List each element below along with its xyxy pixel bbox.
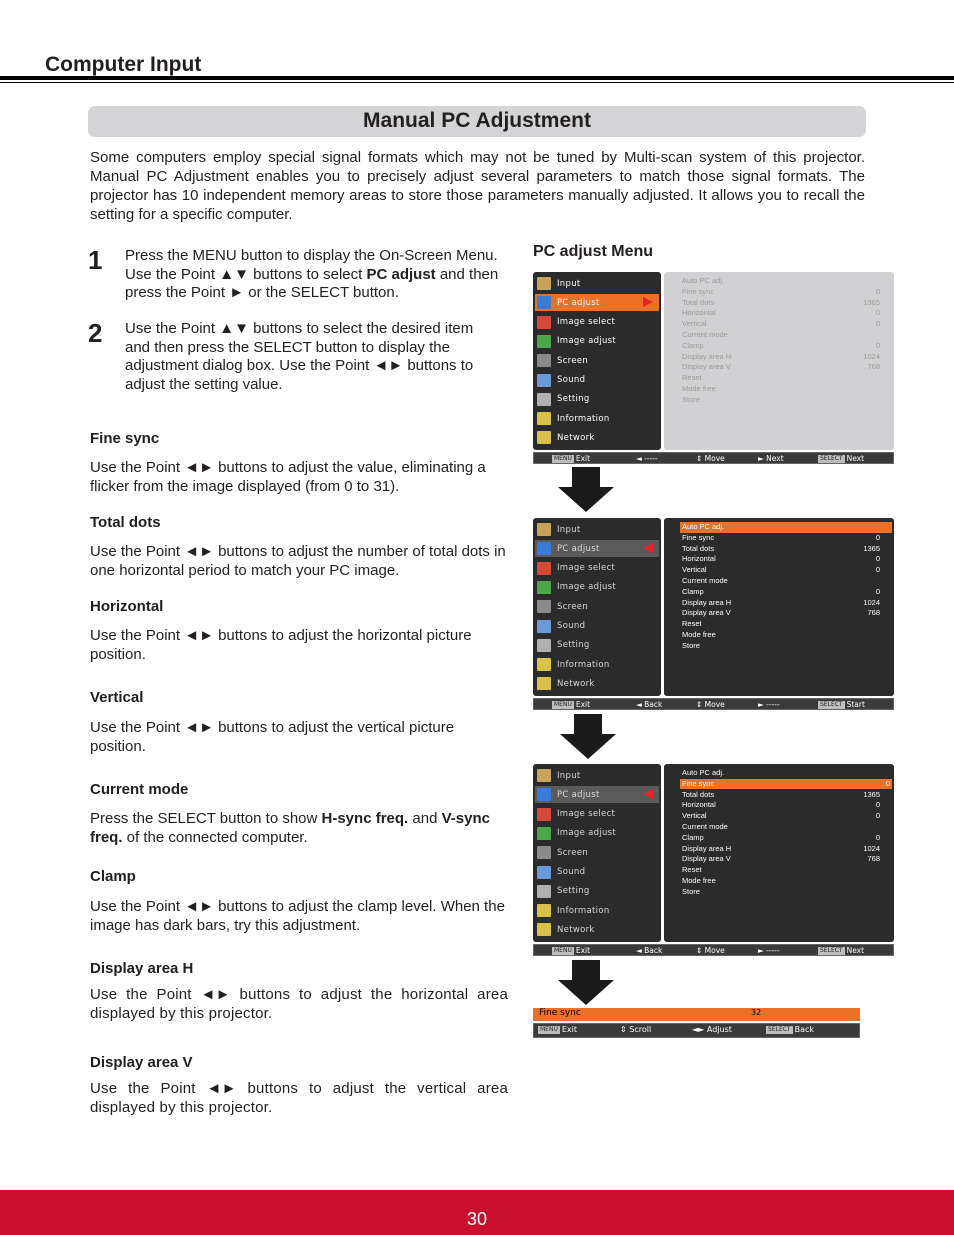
osd-menu-item-input[interactable] [535, 275, 659, 292]
osd-row[interactable]: Vertical 0 [682, 811, 880, 821]
osd-menu-item-network[interactable] [535, 429, 659, 446]
status-start: SELECT Start [820, 700, 865, 709]
current-mode-text: Press the SELECT button to show H-sync freq. and V-sync freq. of the connected computer. [90, 810, 490, 846]
osd-menu-item-label: Network [557, 678, 595, 689]
osd-menu-item-pc-adjust[interactable] [535, 786, 659, 803]
status-move: ⇕ Move [696, 700, 725, 709]
status-next: ► Next [758, 454, 784, 463]
osd-row[interactable]: Display area V 768 [682, 854, 880, 864]
osd-menu-item-information[interactable] [535, 410, 659, 427]
display-area-v-heading: Display area V [90, 1054, 193, 1071]
step-1-number: 1 [88, 245, 103, 275]
osd-menu-item-image-select[interactable] [535, 314, 659, 331]
header-rule [0, 76, 954, 80]
information-icon [537, 658, 551, 671]
osd-menu-item-sound[interactable] [535, 864, 659, 881]
osd-menu-item-label: PC adjust [557, 789, 600, 800]
osd-row[interactable]: Display area H 1024 [682, 597, 880, 607]
osd-row[interactable]: Total dots 1365 [682, 789, 880, 799]
osd-menu-item-setting[interactable] [535, 637, 659, 654]
sound-icon [537, 866, 551, 879]
osd-status-bar [533, 698, 894, 710]
network-icon [537, 431, 551, 444]
status-back: ◄ Back [636, 700, 663, 709]
osd-menu-item-label: Screen [557, 355, 589, 366]
input-icon [537, 769, 551, 782]
sound-icon [537, 620, 551, 633]
information-icon [537, 412, 551, 425]
step-1-text: Press the MENU button to display the On-Screen Menu. Use the Point ▲▼ buttons to select PC adjust and then press the Point ► or the SELECT button. [125, 247, 499, 301]
osd-submenu [664, 272, 894, 450]
status-exit: MENU Exit [554, 454, 591, 463]
osd-row[interactable]: Vertical 0 [682, 565, 880, 575]
image-select-icon [537, 562, 551, 575]
osd-menu-item-setting[interactable] [535, 391, 659, 408]
osd-menu-item-label: Sound [557, 375, 586, 385]
osd-menu-item-label: Network [557, 924, 595, 935]
network-icon [537, 677, 551, 690]
status-move: ⇕ Move [696, 454, 725, 463]
osd-row[interactable]: Auto PC adj. [682, 276, 725, 285]
osd-menu-item-label: Image select [557, 317, 616, 328]
osd-row[interactable]: Display area H 1024 [682, 843, 880, 853]
osd-menu-item-input[interactable] [535, 767, 659, 784]
osd-panel-pc-adjust [533, 518, 894, 711]
current-mode-heading: Current mode [90, 781, 189, 798]
osd-menu-item-input[interactable] [535, 521, 659, 538]
osd-menu-item-label: Setting [557, 886, 590, 897]
osd-menu-list [533, 518, 661, 696]
osd-menu-item-label: Input [557, 278, 581, 289]
screen-icon [537, 354, 551, 367]
osd-menu-item-label: Input [557, 770, 581, 781]
fine-sync-status-bar [533, 1023, 860, 1038]
status-dashes: ► ----- [758, 700, 780, 709]
intro-paragraph: Some computers employ special signal formats which may not be tuned by Multi-scan system of this projector. Manual PC Adjustment enables you to precisely adjust several parameters to match those signal formats. The projector has 10 independent memory areas to store those parameters manually adjusted. It allows you to recall the setting for a specific computer. [90, 149, 865, 223]
section-title: Manual PC Adjustment [88, 106, 866, 137]
fine-sync-text: Use the Point ◄► buttons to adjust the value, eliminating a flicker from the image displayed (from 0 to 31). [90, 459, 486, 495]
osd-menu-item-label: Screen [557, 847, 589, 858]
fine-sync-heading: Fine sync [90, 430, 160, 447]
input-icon [537, 277, 551, 290]
osd-menu-item-label: PC adjust [557, 297, 600, 308]
osd-menu-item-information[interactable] [535, 656, 659, 673]
osd-menu-item-label: Image adjust [557, 336, 617, 347]
osd-row[interactable]: Reset [682, 865, 702, 875]
osd-row[interactable]: Total dots 1365 [682, 297, 880, 307]
setting-icon [537, 885, 551, 898]
osd-row[interactable]: Auto PC adj. [682, 768, 725, 777]
status-dashes: ► ----- [758, 946, 780, 955]
image-select-icon [537, 808, 551, 821]
osd-row[interactable]: Horizontal 0 [682, 800, 880, 810]
display-area-h-text: Use the Point ◄► buttons to adjust the horizontal area displayed by this projector. [90, 986, 508, 1022]
status-adjust: ◄► Adjust [692, 1025, 732, 1034]
osd-row[interactable]: Vertical 0 [682, 319, 880, 329]
status-back: ◄ Back [636, 946, 663, 955]
horizontal-heading: Horizontal [90, 598, 164, 615]
osd-row[interactable]: Reset [682, 373, 702, 383]
osd-row[interactable]: Clamp 0 [682, 586, 880, 596]
header-rule-thin [0, 82, 954, 83]
osd-row[interactable]: Fine sync 0 [682, 778, 890, 788]
osd-row[interactable]: Total dots 1365 [682, 543, 880, 553]
status-next: SELECT Next [820, 946, 865, 955]
screen-icon [537, 846, 551, 859]
status-next: SELECT Next [820, 454, 865, 463]
osd-menu-item-sound[interactable] [535, 618, 659, 635]
step-2-number: 2 [88, 318, 103, 348]
osd-menu-item-image-select[interactable] [535, 560, 659, 577]
osd-menu-item-pc-adjust[interactable] [535, 294, 659, 311]
osd-menu-item-network[interactable] [535, 675, 659, 692]
setting-icon [537, 639, 551, 652]
osd-menu-item-screen[interactable] [535, 352, 659, 369]
image-adjust-icon [537, 827, 551, 840]
osd-menu-item-label: Information [557, 413, 610, 424]
image-adjust-icon [537, 581, 551, 594]
osd-menu-item-label: Information [557, 659, 610, 670]
page-number: 30 [466, 1209, 488, 1229]
pointer-arrow-icon [643, 297, 653, 307]
osd-menu-item-label: Image select [557, 809, 616, 820]
osd-panel-main-menu [533, 272, 894, 465]
osd-menu-item-label: Sound [557, 621, 586, 631]
display-area-v-text: Use the Point ◄► buttons to adjust the vertical area displayed by this projector. [90, 1080, 508, 1116]
osd-menu-item-network[interactable] [535, 921, 659, 938]
network-icon [537, 923, 551, 936]
osd-menu-item-label: Input [557, 524, 581, 535]
down-arrow-icon [558, 960, 614, 1005]
osd-menu-item-image-adjust[interactable] [535, 333, 659, 350]
osd-menu-item-sound[interactable] [535, 372, 659, 389]
display-area-h-heading: Display area H [90, 960, 194, 977]
osd-menu-item-label: Setting [557, 640, 590, 651]
image-adjust-icon [537, 335, 551, 348]
osd-row[interactable]: Store [682, 886, 700, 896]
osd-row[interactable]: Fine sync 0 [682, 286, 880, 296]
osd-row[interactable]: Fine sync 0 [682, 532, 880, 542]
osd-row[interactable]: Horizontal 0 [682, 308, 880, 318]
osd-menu-item-label: Image adjust [557, 582, 617, 593]
osd-row[interactable]: Auto PC adj. [680, 522, 892, 533]
down-arrow-icon [560, 714, 616, 759]
image-select-icon [537, 316, 551, 329]
osd-row[interactable]: Mode free [682, 630, 716, 639]
osd-row[interactable]: Display area H 1024 [682, 351, 880, 361]
osd-row[interactable]: Store [682, 394, 700, 404]
osd-menu-item-setting[interactable] [535, 883, 659, 900]
osd-menu-item-image-select[interactable] [535, 806, 659, 823]
osd-menu-item-label: Screen [557, 601, 589, 612]
down-arrow-icon [558, 467, 614, 512]
status-exit: MENU Exit [554, 946, 591, 955]
fine-sync-adjust-value: 32 [751, 1008, 762, 1017]
chapter-title: Computer Input [45, 53, 202, 76]
osd-panel-fine-sync-selected [533, 764, 894, 957]
clamp-heading: Clamp [90, 868, 136, 885]
osd-row[interactable]: Clamp 0 [682, 832, 880, 842]
clamp-text: Use the Point ◄► buttons to adjust the clamp level. When the image has dark bars, try this adjustment. [90, 898, 505, 934]
osd-row[interactable]: Clamp 0 [682, 340, 880, 350]
osd-row[interactable]: Store [682, 640, 700, 650]
osd-row[interactable]: Current mode [682, 330, 728, 339]
step-2-text: Use the Point ▲▼ buttons to select the desired item and then press the SELECT button to display the adjustment dialog box. Use the Point ◄► buttons to adjust the setting value. [125, 320, 474, 393]
osd-menu-item-screen[interactable] [535, 844, 659, 861]
status-back: SELECT Back [768, 1025, 815, 1034]
osd-menu-item-label: Image adjust [557, 828, 617, 839]
osd-menu-item-screen[interactable] [535, 598, 659, 615]
osd-row[interactable]: Current mode [682, 576, 728, 585]
horizontal-text: Use the Point ◄► buttons to adjust the horizontal picture position. [90, 627, 472, 663]
pointer-arrow-icon [643, 543, 653, 553]
total-dots-heading: Total dots [90, 514, 161, 531]
osd-status-bar [533, 944, 894, 956]
total-dots-text: Use the Point ◄► buttons to adjust the number of total dots in one horizontal period to match your PC image. [90, 543, 506, 579]
osd-menu-list [533, 764, 661, 942]
status-exit: MENU Exit [540, 1025, 578, 1034]
page-footer [0, 1190, 954, 1235]
osd-row[interactable]: Current mode [682, 822, 728, 831]
pc-adjust-icon [537, 542, 551, 555]
pc-adjust-icon [537, 788, 551, 801]
osd-status-bar [533, 452, 894, 464]
osd-menu-item-label: Setting [557, 394, 590, 405]
vertical-text: Use the Point ◄► buttons to adjust the vertical picture position. [90, 719, 455, 755]
osd-row[interactable]: Reset [682, 619, 702, 629]
status-scroll: ⇕ Scroll [620, 1025, 652, 1034]
osd-row[interactable]: Mode free [682, 876, 716, 885]
osd-row[interactable]: Horizontal 0 [682, 554, 880, 564]
setting-icon [537, 393, 551, 406]
status-dashes: ◄ ----- [636, 454, 658, 463]
osd-menu-item-label: PC adjust [557, 543, 600, 554]
osd-row[interactable]: Mode free [682, 384, 716, 393]
osd-menu-item-label: Sound [557, 867, 586, 877]
osd-menu-item-label: Image select [557, 563, 616, 574]
fine-sync-adjust-bar[interactable] [533, 1008, 860, 1021]
osd-row[interactable]: Display area V 768 [682, 608, 880, 618]
osd-menu-item-information[interactable] [535, 902, 659, 919]
osd-menu-item-pc-adjust[interactable] [535, 540, 659, 557]
osd-submenu [664, 764, 894, 942]
pc-adjust-icon [537, 296, 551, 309]
pc-adjust-menu-label: PC adjust Menu [533, 243, 654, 260]
information-icon [537, 904, 551, 917]
pointer-arrow-icon [643, 789, 653, 799]
osd-menu-item-image-adjust[interactable] [535, 579, 659, 596]
status-move: ⇕ Move [696, 946, 725, 955]
sound-icon [537, 374, 551, 387]
osd-row[interactable]: Display area V 768 [682, 362, 880, 372]
osd-menu-item-image-adjust[interactable] [535, 825, 659, 842]
osd-menu-item-label: Network [557, 432, 595, 443]
input-icon [537, 523, 551, 536]
status-exit: MENU Exit [554, 700, 591, 709]
osd-menu-list [533, 272, 661, 450]
osd-menu-item-label: Information [557, 905, 610, 916]
vertical-heading: Vertical [90, 689, 144, 706]
screen-icon [537, 600, 551, 613]
osd-submenu [664, 518, 894, 696]
fine-sync-adjust-label: Fine sync [539, 1008, 581, 1018]
